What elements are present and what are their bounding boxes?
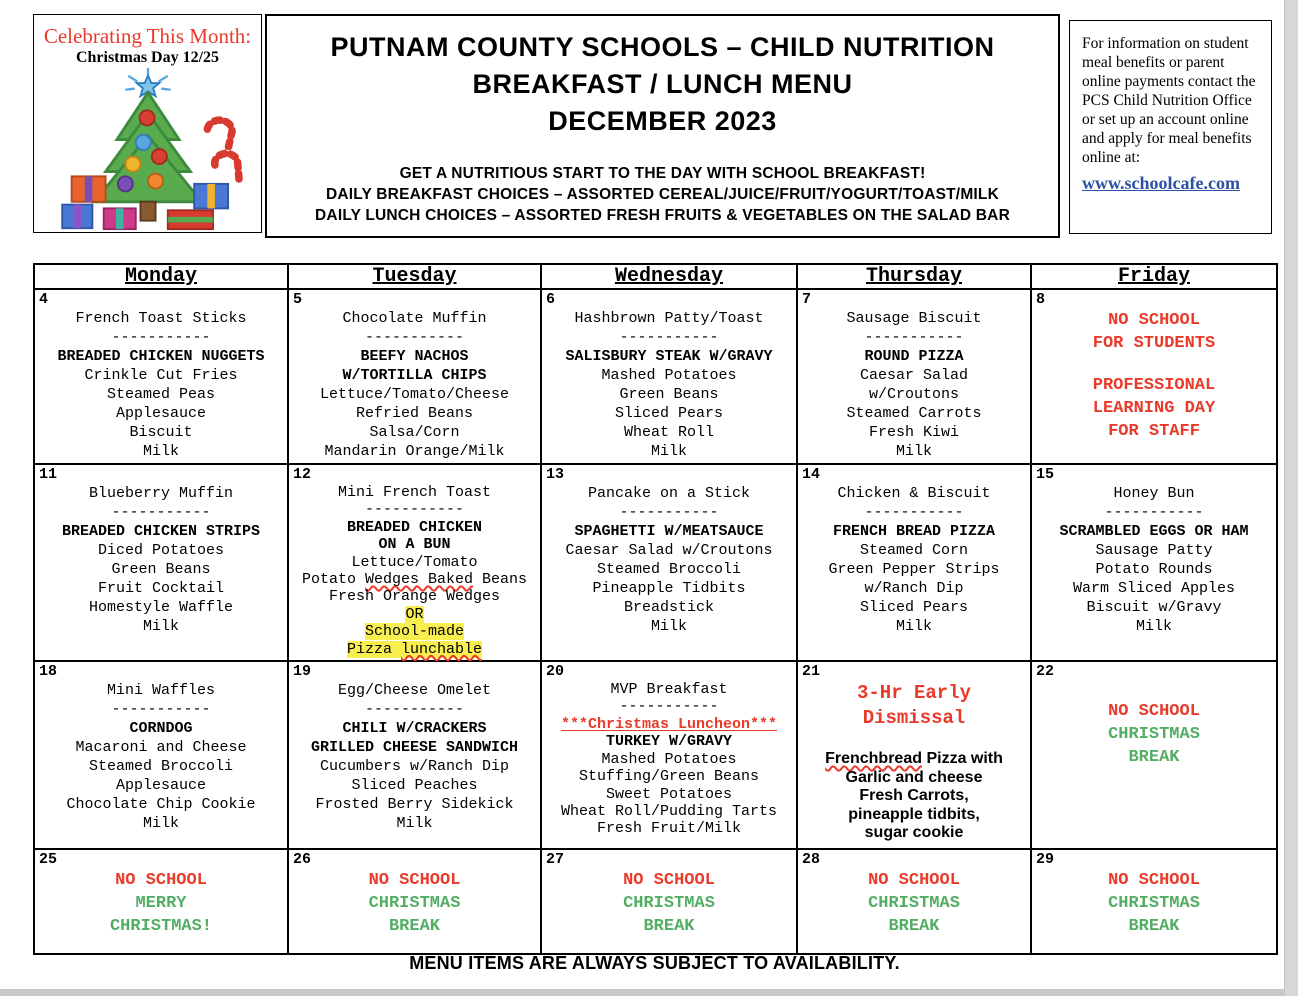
menu-line: Fresh Carrots,: [859, 787, 969, 805]
date-number: 12: [293, 466, 312, 483]
menu-line: Frenchbread Pizza with: [825, 750, 1003, 768]
calendar-day-29: [1031, 849, 1277, 954]
weekday-header-thursday: Thursday: [797, 264, 1031, 289]
calendar-week-row: [34, 849, 1277, 954]
menu-line: Steamed Broccoli: [88, 758, 234, 776]
date-number: 14: [802, 466, 821, 483]
menu-line: Milk: [895, 443, 932, 460]
weekday-header-row: [34, 264, 1277, 289]
celebrating-this-month-box: [33, 14, 262, 233]
weekday-header-tuesday: Tuesday: [288, 264, 541, 289]
menu-line: Sausage Biscuit: [846, 310, 982, 327]
calendar-day-6: [541, 289, 797, 464]
window-bottom-edge: [0, 989, 1285, 996]
availability-note: MENU ITEMS ARE ALWAYS SUBJECT TO AVAILABILITY.: [409, 953, 900, 973]
date-number: 15: [1036, 466, 1055, 483]
calendar-day-22: [1031, 661, 1277, 849]
tree-trunk-icon: [140, 202, 155, 221]
menu-line: Steamed Corn: [859, 542, 969, 559]
menu-line: Wheat Roll: [623, 424, 714, 441]
menu-line: Sliced Pears: [614, 405, 724, 422]
menu-line: BREAK: [388, 917, 440, 937]
menu-line: NO SCHOOL: [1108, 311, 1200, 330]
menu-line: -----------: [864, 504, 964, 521]
date-number: 5: [293, 291, 303, 308]
menu-line: BREADED CHICKEN: [346, 518, 483, 536]
date-number: 29: [1036, 851, 1055, 869]
menu-line: NO SCHOOL: [1108, 871, 1200, 891]
date-number: 20: [546, 663, 565, 681]
menu-line: Fresh Kiwi: [868, 424, 959, 441]
celebrate-title: Celebrating This Month:: [43, 24, 252, 48]
menu-line: ON A BUN: [378, 536, 451, 554]
window-right-edge: [1284, 0, 1298, 996]
menu-line: Crinkle Cut Fries: [84, 367, 238, 384]
menu-line: Refried Beans: [355, 405, 474, 422]
menu-line: Hashbrown Patty/Toast: [574, 310, 764, 327]
menu-line: Steamed Broccoli: [596, 561, 742, 578]
menu-line: Frosted Berry Sidekick: [315, 796, 514, 814]
meal-benefits-text: For information on student meal benefits or parent online payments contact the PCS Child Nutrition Office or set up an account online and apply for meal benefits online at:: [1082, 35, 1256, 166]
weekday-header-wednesday: Wednesday: [541, 264, 797, 289]
meal-benefits-info-box: [1069, 20, 1272, 234]
menu-line: Biscuit: [129, 424, 193, 441]
christmas-tree-illustration: [49, 67, 247, 231]
menu-line: CORNDOG: [129, 720, 193, 738]
menu-line: -----------: [619, 329, 719, 346]
menu-line: Potato Wedges Baked Beans: [301, 571, 528, 589]
menu-line: -----------: [619, 504, 719, 521]
date-number: 26: [293, 851, 312, 869]
menu-line: -----------: [364, 701, 465, 719]
menu-line: ***Christmas Luncheon***: [560, 715, 778, 733]
calendar-day-27: [541, 849, 797, 954]
menu-line: Chocolate Muffin: [342, 310, 487, 327]
menu-line: GRILLED CHEESE SANDWICH: [310, 739, 519, 757]
school-name-title: PUTNAM COUNTY SCHOOLS – CHILD NUTRITION: [330, 32, 995, 62]
menu-line: Potato Rounds: [1095, 561, 1213, 578]
menu-line: MERRY: [135, 894, 187, 914]
menu-line: ROUND PIZZA: [864, 348, 964, 365]
calendar-day-26: [288, 849, 541, 954]
date-number: 25: [39, 851, 58, 869]
menu-line: SCRAMBLED EGGS OR HAM: [1059, 523, 1249, 540]
calendar-day-7: [797, 289, 1031, 464]
date-number: 13: [546, 466, 565, 483]
menu-line: Mashed Potatoes: [601, 367, 737, 384]
calendar-day-11: [34, 464, 288, 661]
menu-line: Wheat Roll/Pudding Tarts: [560, 802, 778, 820]
date-number: 22: [1036, 663, 1055, 681]
menu-line: -----------: [111, 701, 211, 719]
menu-line: -----------: [111, 329, 211, 346]
calendar-week-row: [34, 289, 1277, 464]
menu-line: NO SCHOOL: [868, 871, 960, 891]
calendar-week-row: [34, 661, 1277, 849]
date-number: 18: [39, 663, 58, 681]
menu-line: CHRISTMAS: [868, 894, 960, 914]
menu-line: BREAK: [643, 917, 695, 937]
menu-line: Caesar Salad: [859, 367, 969, 384]
menu-line: SPAGHETTI W/MEATSAUCE: [574, 523, 764, 540]
menu-line: Steamed Peas: [106, 386, 216, 403]
menu-line: Milk: [142, 815, 179, 833]
calendar-day-8: [1031, 289, 1277, 464]
weekday-header-friday: Friday: [1031, 264, 1277, 289]
menu-line: SALISBURY STEAK W/GRAVY: [565, 348, 773, 365]
menu-line: Milk: [142, 618, 179, 635]
date-number: 8: [1036, 291, 1046, 308]
menu-line: Homestyle Waffle: [88, 599, 234, 616]
menu-line: Stuffing/Green Beans: [578, 768, 760, 786]
menu-line: Applesauce: [115, 777, 206, 795]
calendar-day-28: [797, 849, 1031, 954]
menu-line: TURKEY W/GRAVY: [605, 733, 733, 751]
schoolcafe-link[interactable]: www.schoolcafe.com: [1082, 173, 1240, 193]
daily-breakfast-choices: DAILY BREAKFAST CHOICES – ASSORTED CEREAL/JUICE/FRUIT/YOGURT/TOAST/MILK: [325, 186, 999, 203]
menu-line: Mashed Potatoes: [601, 750, 737, 768]
menu-line: Dismissal: [862, 707, 966, 730]
menu-line: Fresh Orange Wedges: [328, 588, 501, 606]
menu-line: Chocolate Chip Cookie: [66, 796, 256, 814]
menu-line: Pancake on a Stick: [587, 485, 751, 502]
menu-line: BREADED CHICKEN STRIPS: [61, 523, 261, 540]
calendar-day-5: [288, 289, 541, 464]
date-number: 7: [802, 291, 812, 308]
menu-line: -----------: [619, 698, 719, 716]
calendar-day-21: [797, 661, 1031, 849]
menu-line: Milk: [895, 618, 932, 635]
menu-line: [798, 731, 1030, 750]
menu-line: Green Beans: [619, 386, 719, 403]
menu-line: [1032, 681, 1276, 700]
date-number: 28: [802, 851, 821, 869]
menu-line: Chicken & Biscuit: [837, 485, 991, 502]
menu-line: MVP Breakfast: [610, 681, 728, 699]
menu-line: FOR STAFF: [1108, 422, 1200, 441]
menu-line: CHRISTMAS: [623, 894, 715, 914]
calendar-day-19: [288, 661, 541, 849]
candy-cane-icon: [207, 120, 239, 184]
menu-line: pineapple tidbits,: [848, 805, 980, 823]
menu-line: School-made: [364, 623, 465, 641]
menu-line: Caesar Salad w/Croutons: [565, 542, 773, 559]
menu-line: Salsa/Corn: [369, 424, 460, 441]
menu-line: CHRISTMAS!: [109, 917, 213, 937]
menu-line: W/TORTILLA CHIPS: [342, 367, 487, 384]
menu-line: PROFESSIONAL: [1092, 376, 1216, 395]
menu-line: Milk: [650, 443, 687, 460]
menu-line: -----------: [1104, 504, 1204, 521]
menu-line: Diced Potatoes: [97, 542, 225, 559]
menu-line: -----------: [364, 329, 465, 346]
menu-line: Lettuce/Tomato/Cheese: [319, 386, 510, 403]
calendar-day-13: [541, 464, 797, 661]
date-number: 11: [39, 466, 58, 483]
weekday-header-monday: Monday: [34, 264, 288, 289]
menu-line: Warm Sliced Apples: [1072, 580, 1236, 597]
menu-line: French Toast Sticks: [75, 310, 247, 327]
menu-line: NO SCHOOL: [115, 871, 207, 891]
menu-line: Biscuit w/Gravy: [1086, 599, 1222, 616]
menu-line: BREAK: [1128, 917, 1180, 937]
calendar-day-15: [1031, 464, 1277, 661]
date-number: 4: [39, 291, 49, 308]
menu-line: NO SCHOOL: [623, 871, 715, 891]
calendar-day-12: [288, 464, 541, 661]
menu-line: 3-Hr Early: [856, 682, 972, 705]
menu-line: Macaroni and Cheese: [75, 739, 247, 757]
menu-line: Sliced Pears: [859, 599, 969, 616]
menu-line: Milk: [1135, 618, 1172, 635]
menu-line: Lettuce/Tomato: [351, 553, 478, 571]
date-number: 19: [293, 663, 312, 681]
menu-line: Mandarin Orange/Milk: [324, 443, 505, 460]
menu-line: BREAK: [1128, 748, 1180, 768]
calendar-day-4: [34, 289, 288, 464]
menu-line: sugar cookie: [864, 824, 964, 842]
menu-line: Blueberry Muffin: [88, 485, 234, 502]
menu-line: Sausage Patty: [1095, 542, 1213, 559]
menu-line: BREADED CHICKEN NUGGETS: [57, 348, 265, 365]
menu-line: Cucumbers w/Ranch Dip: [319, 758, 510, 776]
calendar-week-row: [34, 464, 1277, 661]
menu-line: -----------: [364, 501, 465, 519]
menu-line: CHILI W/CRACKERS: [342, 720, 487, 738]
date-number: 27: [546, 851, 565, 869]
menu-line: OR: [405, 605, 424, 623]
daily-lunch-choices: DAILY LUNCH CHOICES – ASSORTED FRESH FRUITS & VEGETABLES ON THE SALAD BAR: [315, 207, 1010, 224]
menu-line: [1032, 355, 1276, 374]
menu-line: Sweet Potatoes: [605, 785, 733, 803]
menu-line: Sliced Peaches: [351, 777, 478, 795]
menu-calendar: [33, 263, 1278, 955]
menu-line: NO SCHOOL: [368, 871, 461, 891]
menu-line: Mini Waffles: [106, 682, 216, 700]
calendar-day-14: [797, 464, 1031, 661]
menu-line: Mini French Toast: [337, 484, 492, 501]
menu-line: BEEFY NACHOS: [360, 348, 469, 365]
menu-type-title: BREAKFAST / LUNCH MENU: [472, 69, 853, 99]
menu-line: CHRISTMAS: [368, 894, 461, 914]
menu-line: -----------: [111, 504, 211, 521]
menu-line: Fresh Fruit/Milk: [596, 820, 742, 838]
menu-line: Pineapple Tidbits: [592, 580, 746, 597]
menu-line: CHRISTMAS: [1108, 725, 1200, 745]
menu-line: w/Croutons: [868, 386, 959, 403]
menu-line: Fruit Cocktail: [97, 580, 225, 597]
menu-line: -----------: [864, 329, 964, 346]
celebrate-subtitle: Christmas Day 12/25: [75, 49, 220, 66]
menu-line: FOR STUDENTS: [1092, 334, 1216, 353]
menu-line: Breadstick: [623, 599, 714, 616]
menu-line: CHRISTMAS: [1108, 894, 1200, 914]
menu-line: Egg/Cheese Omelet: [337, 682, 492, 700]
menu-title-box: [265, 14, 1060, 238]
calendar-day-18: [34, 661, 288, 849]
menu-line: Milk: [650, 618, 687, 635]
menu-month-title: DECEMBER 2023: [548, 106, 777, 136]
menu-line: Green Pepper Strips: [828, 561, 1000, 578]
menu-line: Honey Bun: [1113, 485, 1195, 502]
breakfast-slogan: GET A NUTRITIOUS START TO THE DAY WITH SCHOOL BREAKFAST!: [399, 165, 926, 182]
menu-line: LEARNING DAY: [1092, 399, 1216, 418]
menu-line: Milk: [142, 443, 179, 460]
menu-line: w/Ranch Dip: [864, 580, 964, 597]
menu-line: Milk: [396, 815, 433, 833]
date-number: 21: [802, 663, 821, 681]
calendar-day-25: [34, 849, 288, 954]
menu-line: BREAK: [888, 917, 940, 937]
menu-line: NO SCHOOL: [1108, 702, 1200, 722]
menu-line: Green Beans: [111, 561, 211, 578]
date-number: 6: [546, 291, 556, 308]
menu-line: FRENCH BREAD PIZZA: [832, 523, 996, 540]
menu-line: Garlic and cheese: [845, 768, 983, 786]
menu-line: Pizza lunchable: [346, 640, 483, 658]
calendar-day-20: [541, 661, 797, 849]
menu-line: Applesauce: [115, 405, 206, 422]
menu-line: Steamed Carrots: [846, 405, 982, 422]
